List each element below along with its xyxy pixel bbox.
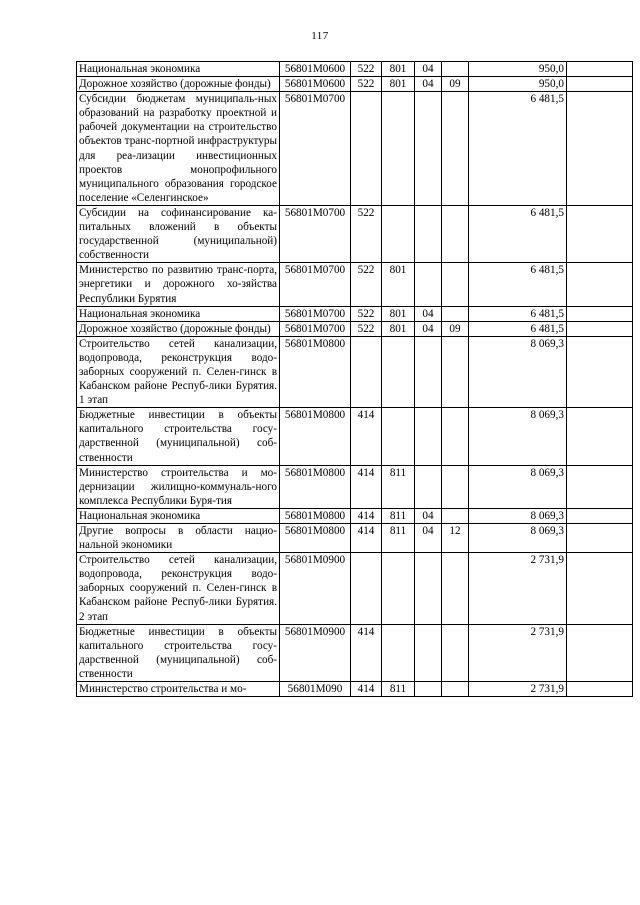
- row-amount: 6 481,5: [469, 306, 567, 321]
- row-section: [415, 682, 442, 697]
- row-expense-type: 522: [351, 77, 382, 92]
- row-amount: 950,0: [469, 62, 567, 77]
- row-section: 04: [415, 508, 442, 523]
- row-empty-cell: [567, 92, 633, 206]
- row-code: 56801М0700: [280, 205, 351, 262]
- row-subsection: [442, 263, 469, 306]
- row-code: 56801М0700: [280, 306, 351, 321]
- table-row: [77, 92, 633, 206]
- row-expense-type: 414: [351, 524, 382, 553]
- table-row: [77, 408, 633, 465]
- row-section: 04: [415, 524, 442, 553]
- row-amount: 6 481,5: [469, 205, 567, 262]
- row-department: 801: [382, 321, 415, 336]
- row-department: [382, 336, 415, 407]
- row-empty-cell: [567, 321, 633, 336]
- row-amount: 6 481,5: [469, 92, 567, 206]
- row-subsection: [442, 92, 469, 206]
- row-code: 56801М0800: [280, 336, 351, 407]
- row-department: 811: [382, 465, 415, 508]
- row-subsection: [442, 553, 469, 624]
- row-name: Министерство строительства и мо-: [77, 682, 280, 697]
- row-name: Министерство строительства и мо-дернизации жилищно-коммуналь-ного комплекса Республики Буря-тия: [77, 465, 280, 508]
- row-section: [415, 205, 442, 262]
- row-name: Национальная экономика: [77, 508, 280, 523]
- row-expense-type: [351, 553, 382, 624]
- row-code: 56801М0900: [280, 624, 351, 681]
- row-expense-type: [351, 92, 382, 206]
- row-section: 04: [415, 62, 442, 77]
- row-code: 56801М0800: [280, 524, 351, 553]
- row-subsection: [442, 336, 469, 407]
- row-expense-type: 522: [351, 62, 382, 77]
- row-name: Бюджетные инвестиции в объекты капитального строительства госу-дарственной (муниципальной) соб-ственности: [77, 624, 280, 681]
- row-expense-type: 414: [351, 682, 382, 697]
- row-department: 801: [382, 62, 415, 77]
- row-department: 801: [382, 77, 415, 92]
- row-department: 801: [382, 306, 415, 321]
- row-empty-cell: [567, 205, 633, 262]
- row-name: Строительство сетей канализации, водопровода, реконструкция водо-заборных сооружений п. Селен-гинск в Кабанском районе Респуб-лики Бурятия. 1 этап: [77, 336, 280, 407]
- table-row: [77, 263, 633, 306]
- row-empty-cell: [567, 77, 633, 92]
- page-number: 117: [311, 30, 329, 42]
- row-name: Бюджетные инвестиции в объекты капитального строительства госу-дарственной (муниципальной) соб-ственности: [77, 408, 280, 465]
- row-amount: 2 731,9: [469, 682, 567, 697]
- row-empty-cell: [567, 524, 633, 553]
- row-subsection: [442, 465, 469, 508]
- row-empty-cell: [567, 624, 633, 681]
- row-department: [382, 92, 415, 206]
- row-section: 04: [415, 321, 442, 336]
- row-empty-cell: [567, 62, 633, 77]
- row-expense-type: [351, 336, 382, 407]
- row-department: [382, 205, 415, 262]
- row-code: 56801М0900: [280, 553, 351, 624]
- row-name: Другие вопросы в области нацио-нальной экономики: [77, 524, 280, 553]
- row-department: [382, 553, 415, 624]
- row-empty-cell: [567, 508, 633, 523]
- row-amount: 8 069,3: [469, 524, 567, 553]
- table-row: [77, 508, 633, 523]
- row-name: Министерство по развитию транс-порта, энергетики и дорожного хо-зяйства Республики Бурятия: [77, 263, 280, 306]
- row-subsection: 12: [442, 524, 469, 553]
- row-expense-type: 522: [351, 306, 382, 321]
- table-row: [77, 321, 633, 336]
- table-row: [77, 624, 633, 681]
- row-department: 811: [382, 508, 415, 523]
- row-amount: 950,0: [469, 77, 567, 92]
- row-department: [382, 624, 415, 681]
- table-row: [77, 465, 633, 508]
- row-name: Дорожное хозяйство (дорожные фонды): [77, 321, 280, 336]
- row-expense-type: 414: [351, 465, 382, 508]
- row-subsection: [442, 682, 469, 697]
- row-amount: 8 069,3: [469, 465, 567, 508]
- row-name: Национальная экономика: [77, 62, 280, 77]
- row-name: Дорожное хозяйство (дорожные фонды): [77, 77, 280, 92]
- row-subsection: 09: [442, 321, 469, 336]
- row-empty-cell: [567, 553, 633, 624]
- row-code: 56801М0800: [280, 465, 351, 508]
- row-code: 56801М0600: [280, 62, 351, 77]
- table-row: [77, 205, 633, 262]
- row-section: 04: [415, 306, 442, 321]
- row-empty-cell: [567, 263, 633, 306]
- row-empty-cell: [567, 408, 633, 465]
- row-name: Строительство сетей канализации, водопровода, реконструкция водо-заборных сооружений п. Селен-гинск в Кабанском районе Респуб-лики Бурятия. 2 этап: [77, 553, 280, 624]
- table-row: [77, 77, 633, 92]
- table-row: [77, 553, 633, 624]
- row-expense-type: 414: [351, 624, 382, 681]
- row-code: 56801М0600: [280, 77, 351, 92]
- row-expense-type: 522: [351, 263, 382, 306]
- row-amount: 6 481,5: [469, 263, 567, 306]
- row-expense-type: 414: [351, 408, 382, 465]
- row-department: 811: [382, 524, 415, 553]
- row-name: Субсидии бюджетам муниципаль-ных образований на разработку проектной и рабочей документации на строительство объектов транс-портной инфраструктуры для реа-лизации инвестиционных проектов монопрофильного муниципального образования городское поселение «Селенгинское»: [77, 92, 280, 206]
- row-amount: 8 069,3: [469, 408, 567, 465]
- row-section: [415, 408, 442, 465]
- row-section: [415, 336, 442, 407]
- table-row: [77, 62, 633, 77]
- row-code: 56801М090: [280, 682, 351, 697]
- row-section: [415, 263, 442, 306]
- row-code: 56801М0700: [280, 321, 351, 336]
- row-expense-type: 522: [351, 205, 382, 262]
- table-row: [77, 682, 633, 697]
- row-expense-type: 522: [351, 321, 382, 336]
- row-empty-cell: [567, 336, 633, 407]
- row-amount: 8 069,3: [469, 336, 567, 407]
- row-section: [415, 624, 442, 681]
- row-section: [415, 465, 442, 508]
- row-department: 811: [382, 682, 415, 697]
- table-row: [77, 336, 633, 407]
- row-code: 56801М0800: [280, 508, 351, 523]
- row-section: 04: [415, 77, 442, 92]
- row-section: [415, 553, 442, 624]
- row-code: 56801М0700: [280, 92, 351, 206]
- row-name: Национальная экономика: [77, 306, 280, 321]
- row-department: 801: [382, 263, 415, 306]
- row-code: 56801М0700: [280, 263, 351, 306]
- row-subsection: [442, 624, 469, 681]
- row-subsection: [442, 508, 469, 523]
- row-amount: 6 481,5: [469, 321, 567, 336]
- table-row: [77, 524, 633, 553]
- row-empty-cell: [567, 682, 633, 697]
- row-code: 56801М0800: [280, 408, 351, 465]
- row-expense-type: 414: [351, 508, 382, 523]
- row-empty-cell: [567, 306, 633, 321]
- budget-table: [76, 61, 633, 697]
- row-subsection: [442, 408, 469, 465]
- row-amount: 2 731,9: [469, 553, 567, 624]
- row-subsection: [442, 62, 469, 77]
- row-name: Субсидии на софинансирование ка-питальных вложений в объекты государственной (муниципальной) собственности: [77, 205, 280, 262]
- row-section: [415, 92, 442, 206]
- row-empty-cell: [567, 465, 633, 508]
- row-subsection: 09: [442, 77, 469, 92]
- row-department: [382, 408, 415, 465]
- table-row: [77, 306, 633, 321]
- row-subsection: [442, 205, 469, 262]
- row-amount: 8 069,3: [469, 508, 567, 523]
- row-amount: 2 731,9: [469, 624, 567, 681]
- row-subsection: [442, 306, 469, 321]
